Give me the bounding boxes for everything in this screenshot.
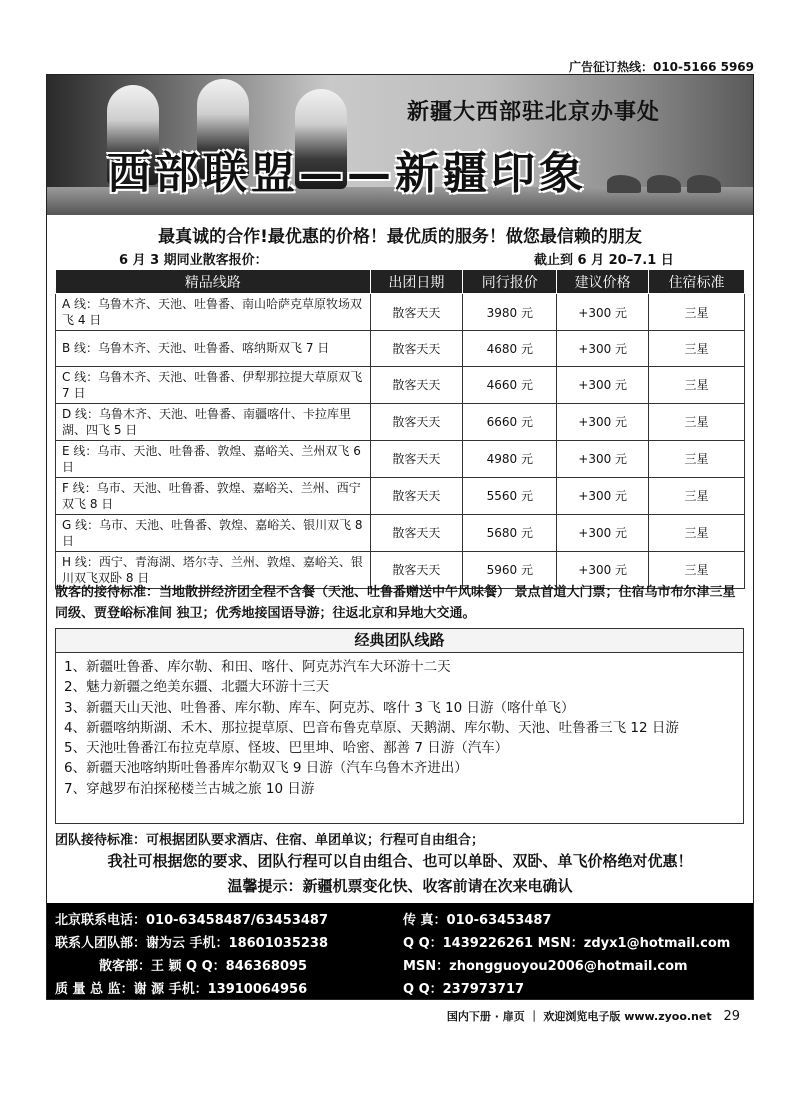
hotel-cell: 三星 [649, 514, 745, 551]
fax: 传 真：010-63453487 [403, 913, 552, 928]
ad-hotline: 广告征订热线：010-5166 5969 [568, 60, 754, 74]
contact-row [47, 909, 753, 931]
camel-silhouette [607, 175, 641, 193]
price-cell: 5560 元 [463, 477, 557, 514]
price-cell: 4660 元 [463, 366, 557, 403]
individual-msn: MSN：zhongguoyou2006@hotmail.com [403, 959, 688, 974]
beijing-phone: 北京联系电话：010-63458487/63453487 [55, 913, 329, 928]
column-header: 精品线路 [56, 270, 371, 294]
table-header-row [56, 270, 745, 294]
office-name: 新疆大西部驻北京办事处 [407, 99, 661, 125]
price-table [55, 269, 745, 589]
route-cell: A 线：乌鲁木齐、天池、吐鲁番、南山哈萨克草原牧场双飞 4 日 [56, 294, 371, 331]
team-contact: 联系人团队部：谢为云 手机：18601035238 [55, 936, 329, 951]
route-cell: G 线：乌市、天池、吐鲁番、敦煌、嘉峪关、银川双飞 8 日 [56, 514, 371, 551]
table-row [56, 477, 745, 514]
date-cell: 散客天天 [370, 440, 463, 477]
column-header: 同行报价 [463, 270, 557, 294]
route-cell: C 线：乌鲁木齐、天池、吐鲁番、伊犁那拉提大草原双飞 7 日 [56, 366, 371, 403]
suggest-cell: +300 元 [557, 331, 649, 367]
suggest-cell: +300 元 [557, 514, 649, 551]
date-cell: 散客天天 [370, 366, 463, 403]
cutoff-date: 截止到 6 月 20–7.1 日 [534, 253, 674, 268]
price-period: 6 月 3 期同业散客报价： [119, 253, 268, 268]
date-cell: 散客天天 [370, 514, 463, 551]
price-cell: 3980 元 [463, 294, 557, 331]
camel-silhouette [687, 175, 721, 193]
classic-routes-title: 经典团队线路 [56, 629, 743, 653]
list-item: 6、新疆天池喀纳斯吐鲁番库尔勒双飞 9 日游（汽车乌鲁木齐进出） [64, 760, 468, 777]
table-row [56, 331, 745, 367]
price-cell: 5680 元 [463, 514, 557, 551]
route-cell: H 线：西宁、青海湖、塔尔寺、兰州、敦煌、嘉峪关、银川双飞双卧 8 日 [56, 551, 371, 588]
classic-routes-list [56, 653, 743, 803]
list-item: 3、新疆天山天池、吐鲁番、库尔勒、库车、阿克苏、喀什 3 飞 10 日游（喀什单飞） [64, 699, 575, 716]
hotel-cell: 三星 [649, 477, 745, 514]
team-standard-note: 团队接待标准：可根据团队要求酒店、住宿、单团单议；行程可自由组合； [55, 833, 485, 848]
page-footer [447, 1008, 740, 1024]
suggest-cell: +300 元 [557, 440, 649, 477]
quality-director: 质 量 总 监：谢 源 手机：13910064956 [55, 982, 308, 997]
hotel-cell: 三星 [649, 551, 745, 588]
classic-routes-box [55, 628, 744, 824]
camel-silhouette [647, 175, 681, 193]
date-cell: 散客天天 [370, 331, 463, 367]
table-row [56, 440, 745, 477]
slogan: 最真诚的合作!最优惠的价格！最优质的服务！做您最信赖的朋友 [158, 227, 642, 247]
brand-title: 西部联盟——新疆印象 [107, 148, 587, 199]
table-row [56, 366, 745, 403]
individual-contact: 散客部：王 颖 Q Q：846368095 [99, 959, 308, 974]
suggest-cell: +300 元 [557, 403, 649, 440]
footer-text: 国内下册 · 扉页 ｜ 欢迎浏览电子版 www.zyoo.net [446, 1010, 712, 1023]
column-header: 出团日期 [370, 270, 463, 294]
route-cell: F 线：乌市、天池、吐鲁番、敦煌、嘉峪关、兰州、西宁双飞 8 日 [56, 477, 371, 514]
route-cell: D 线：乌鲁木齐、天池、吐鲁番、南疆喀什、卡拉库里湖、四飞 5 日 [56, 403, 371, 440]
header-banner [47, 75, 753, 215]
contact-panel [47, 903, 753, 999]
reminder-text: 温馨提示：新疆机票变化快、收客前请在次来电确认 [227, 877, 573, 895]
route-cell: E 线：乌市、天池、吐鲁番、敦煌、嘉峪关、兰州双飞 6 日 [56, 440, 371, 477]
suggest-cell: +300 元 [557, 477, 649, 514]
hotel-cell: 三星 [649, 294, 745, 331]
hotel-cell: 三星 [649, 403, 745, 440]
table-row [56, 294, 745, 331]
page-frame [46, 74, 754, 1000]
column-header: 住宿标准 [649, 270, 745, 294]
director-qq: Q Q：237973717 [403, 982, 525, 997]
list-item: 2、魅力新疆之绝美东疆、北疆大环游十三天 [64, 679, 330, 696]
suggest-cell: +300 元 [557, 551, 649, 588]
table-row [56, 403, 745, 440]
list-item: 7、穿越罗布泊探秘楼兰古城之旅 10 日游 [64, 780, 315, 797]
price-cell: 5960 元 [463, 551, 557, 588]
page-number: 29 [723, 1009, 740, 1024]
suggest-cell: +300 元 [557, 366, 649, 403]
price-cell: 6660 元 [463, 403, 557, 440]
hotel-cell: 三星 [649, 366, 745, 403]
date-cell: 散客天天 [370, 294, 463, 331]
list-item: 1、新疆吐鲁番、库尔勒、和田、喀什、阿克苏汽车大环游十二天 [64, 659, 451, 675]
date-cell: 散客天天 [370, 551, 463, 588]
suggest-cell: +300 元 [557, 294, 649, 331]
list-item: 4、新疆喀纳斯湖、禾木、那拉提草原、巴音布鲁克草原、天鹅湖、库尔勒、天池、吐鲁番三飞 12 日游 [64, 719, 679, 736]
route-cell: B 线：乌鲁木齐、天池、吐鲁番、喀纳斯双飞 7 日 [56, 331, 371, 367]
hotel-cell: 三星 [649, 440, 745, 477]
hotel-cell: 三星 [649, 331, 745, 367]
list-item: 5、天池吐鲁番江布拉克草原、怪坡、巴里坤、哈密、鄯善 7 日游（汽车） [64, 740, 509, 757]
contact-row [47, 955, 753, 977]
contact-row [47, 978, 753, 1000]
price-cell: 4980 元 [463, 440, 557, 477]
price-cell: 4680 元 [463, 331, 557, 367]
individual-standard-note: 散客的接待标准：当地散拼经济团全程不含餐（天池、吐鲁番赠送中午风味餐） 景点首道大门票；住宿乌市布尔津三星同级、贾登峪标准间 独卫；优秀地接国语导游；往返北京和异地大交通。 [55, 585, 736, 621]
promise-text: 我社可根据您的要求、团队行程可以自由组合、也可以单卧、双卧、单飞价格绝对优惠！ [107, 852, 693, 870]
date-cell: 散客天天 [370, 403, 463, 440]
date-cell: 散客天天 [370, 477, 463, 514]
contact-row [47, 932, 753, 954]
table-row [56, 514, 745, 551]
team-qq-msn: Q Q：1439226261 MSN：zdyx1@hotmail.com [403, 936, 731, 951]
column-header: 建议价格 [557, 270, 649, 294]
